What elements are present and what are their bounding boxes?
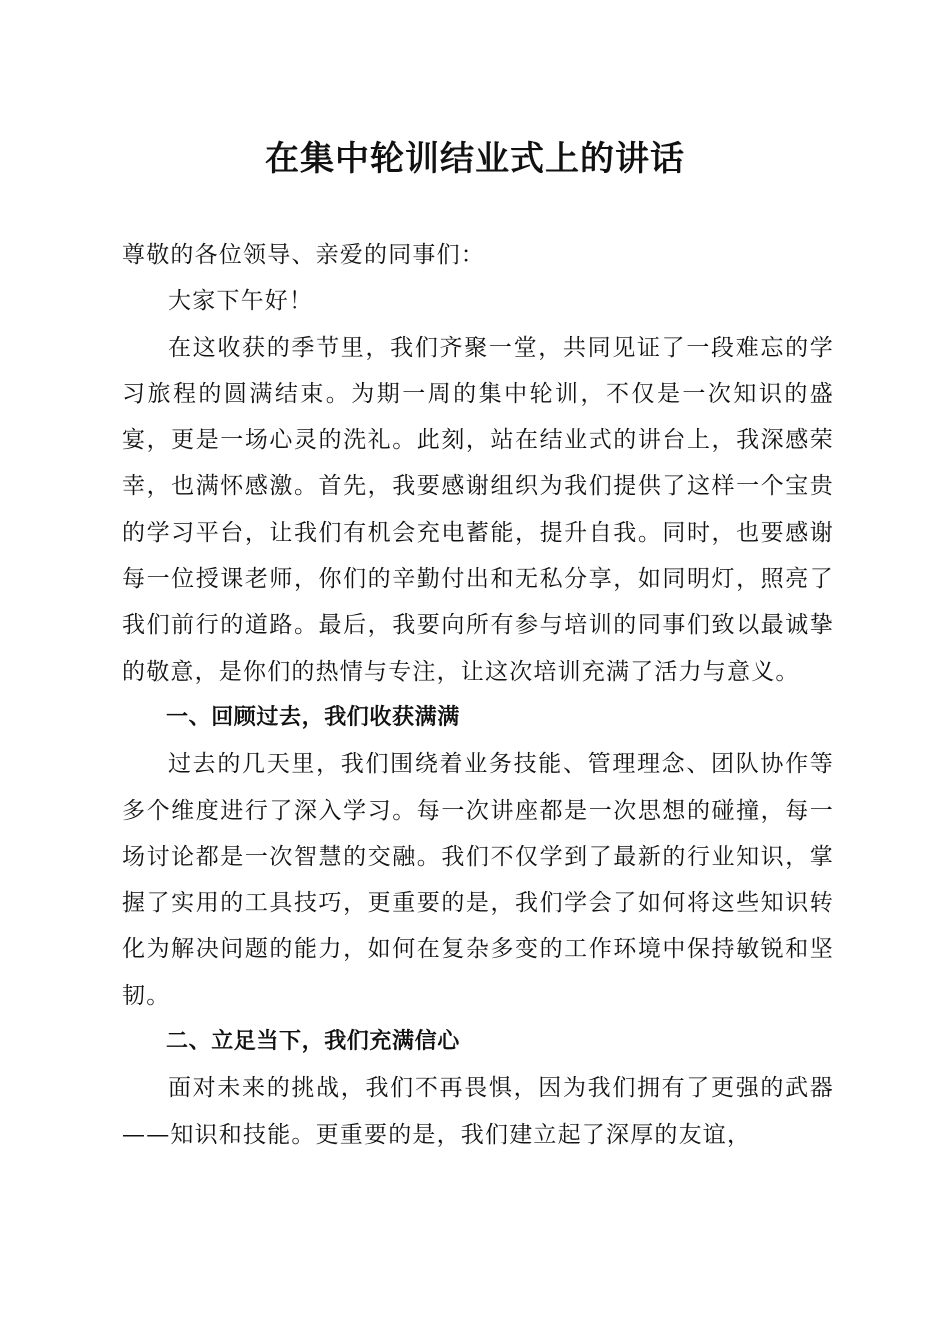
section-heading-2: 二、立足当下，我们充满信心: [166, 1029, 460, 1055]
section-1-paragraph: 过去的几天里，我们围绕着业务技能、管理理念、团队协作等多个维度进行了深入学习。每一次讲座都是一次思想的碰撞，每一场讨论都是一次智慧的交融。我们不仅学到了最新的行业知识，掌握了实用的工具技巧，更重要的是，我们学会了如何将这些知识转化为解决问题的能力，如何在复杂多变的工作环境中保持敏锐和坚韧。: [122, 751, 834, 1009]
intro-paragraph: 在这收获的季节里，我们齐聚一堂，共同见证了一段难忘的学习旅程的圆满结束。为期一周的集中轮训，不仅是一次知识的盛宴，更是一场心灵的洗礼。此刻，站在结业式的讲台上，我深感荣幸，也满怀感激。首先，我要感谢组织为我们提供了这样一个宝贵的学习平台，让我们有机会充电蓄能，提升自我。同时，也要感谢每一位授课老师，你们的辛勤付出和无私分享，如同明灯，照亮了我们前行的道路。最后，我要向所有参与培训的同事们致以最诚挚的敬意，是你们的热情与专注，让这次培训充满了活力与意义。: [122, 334, 834, 685]
greeting: 大家下午好！: [168, 288, 314, 315]
document-body: [122, 232, 834, 1158]
section-2-paragraph: 面对未来的挑战，我们不再畏惧，因为我们拥有了更强的武器——知识和技能。更重要的是，我们建立起了深厚的友谊，: [122, 1075, 834, 1148]
section-heading-1: 一、回顾过去，我们收获满满: [166, 704, 460, 730]
salutation: 尊敬的各位领导、亲爱的同事们：: [122, 242, 485, 268]
document-title: 在集中轮训结业式上的讲话: [265, 139, 685, 179]
